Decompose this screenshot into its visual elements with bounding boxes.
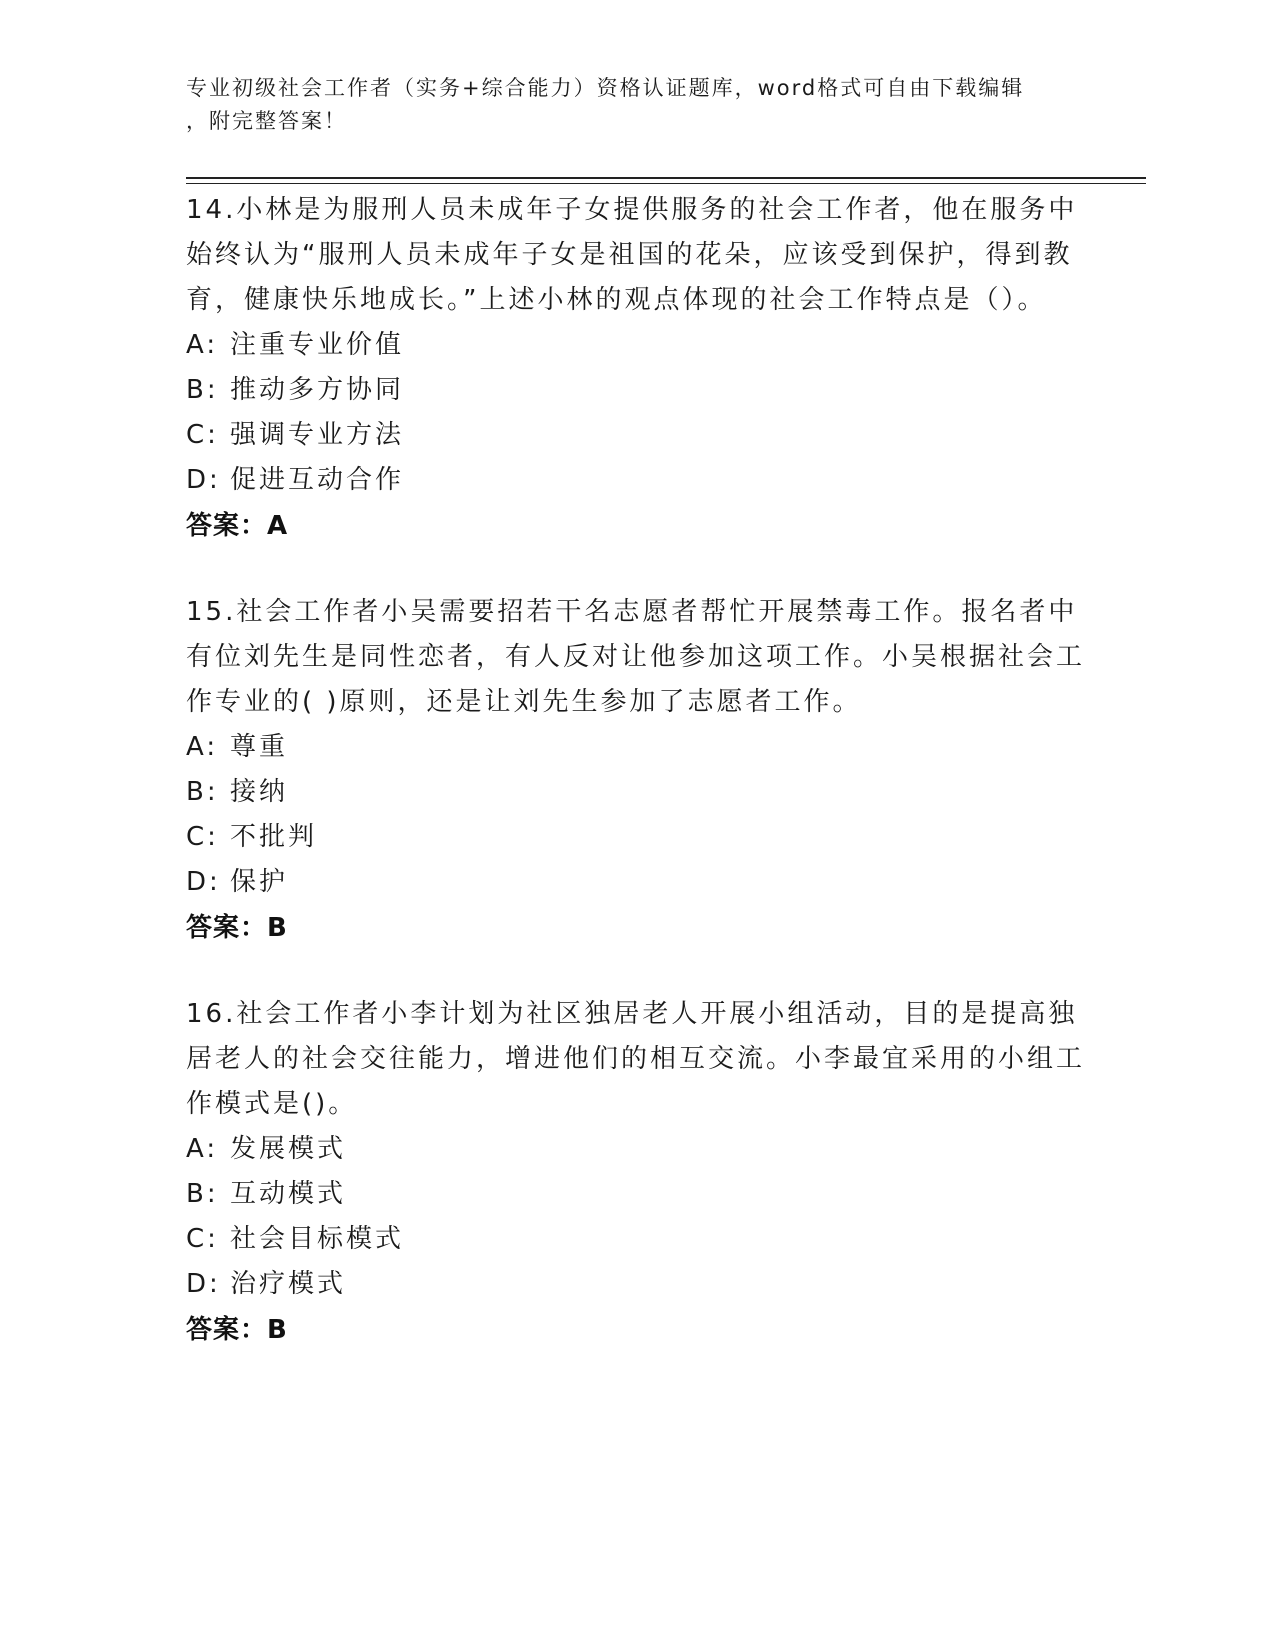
option-text: 促进互动合作 (230, 465, 405, 495)
option-text: 尊重 (230, 732, 289, 762)
question-list (186, 188, 1086, 1353)
option-text: 社会目标模式 (230, 1224, 405, 1254)
option-c (186, 1217, 1086, 1262)
option-letter: B: (186, 1179, 219, 1209)
question-spacer (186, 549, 1086, 590)
option-letter: D: (186, 867, 221, 897)
question-stem: 15.社会工作者小吴需要招若干名志愿者帮忙开展禁毒工作。报名者中有位刘先生是同性恋者，有人反对让他参加这项工作。小吴根据社会工作专业的( )原则，还是让刘先生参加了志愿者工作。 (186, 597, 1086, 717)
option-letter: C: (186, 822, 219, 852)
question-item (186, 590, 1086, 951)
option-letter: D: (186, 465, 221, 495)
question-stem: 16.社会工作者小李计划为社区独居老人开展小组活动，目的是提高独居老人的社会交往能力，增进他们的相互交流。小李最宜采用的小组工作模式是()。 (186, 999, 1086, 1119)
option-d (186, 860, 1086, 905)
option-letter: A: (186, 1134, 219, 1164)
option-letter: C: (186, 1224, 219, 1254)
option-d (186, 1262, 1086, 1307)
option-text: 接纳 (230, 777, 289, 807)
question-item (186, 992, 1086, 1353)
option-letter: D: (186, 1269, 221, 1299)
question-stem: 14.小林是为服刑人员未成年子女提供服务的社会工作者，他在服务中始终认为“服刑人员未成年子女是祖国的花朵，应该受到保护，得到教育，健康快乐地成长。”上述小林的观点体现的社会工作特点是（）。 (186, 195, 1078, 315)
option-text: 注重专业价值 (230, 330, 405, 360)
option-text: 互动模式 (230, 1179, 347, 1209)
header-title-line1: 专业初级社会工作者（实务+综合能力）资格认证题库，word格式可自由下载编辑 (186, 76, 1025, 100)
option-letter: B: (186, 777, 219, 807)
document-header (186, 72, 1076, 138)
option-letter: A: (186, 732, 219, 762)
option-b (186, 1172, 1086, 1217)
option-text: 推动多方协同 (230, 375, 405, 405)
answer-line: 答案：B (186, 1315, 288, 1345)
option-text: 不批判 (230, 822, 318, 852)
option-b (186, 368, 1086, 413)
option-a (186, 323, 1086, 368)
header-divider-thin (186, 183, 1146, 184)
option-c (186, 413, 1086, 458)
answer-line: 答案：A (186, 511, 289, 541)
question-item (186, 188, 1086, 549)
option-text: 发展模式 (230, 1134, 347, 1164)
option-text: 强调专业方法 (230, 420, 405, 450)
question-spacer (186, 951, 1086, 992)
option-c (186, 815, 1086, 860)
option-a (186, 725, 1086, 770)
option-letter: B: (186, 375, 219, 405)
answer-line: 答案：B (186, 913, 288, 943)
option-letter: C: (186, 420, 219, 450)
header-divider-thick (186, 177, 1146, 179)
option-a (186, 1127, 1086, 1172)
option-b (186, 770, 1086, 815)
option-letter: A: (186, 330, 219, 360)
option-text: 保护 (230, 867, 289, 897)
option-text: 治疗模式 (230, 1269, 347, 1299)
header-title-line2: ，附完整答案！ (186, 109, 347, 133)
option-d (186, 458, 1086, 503)
